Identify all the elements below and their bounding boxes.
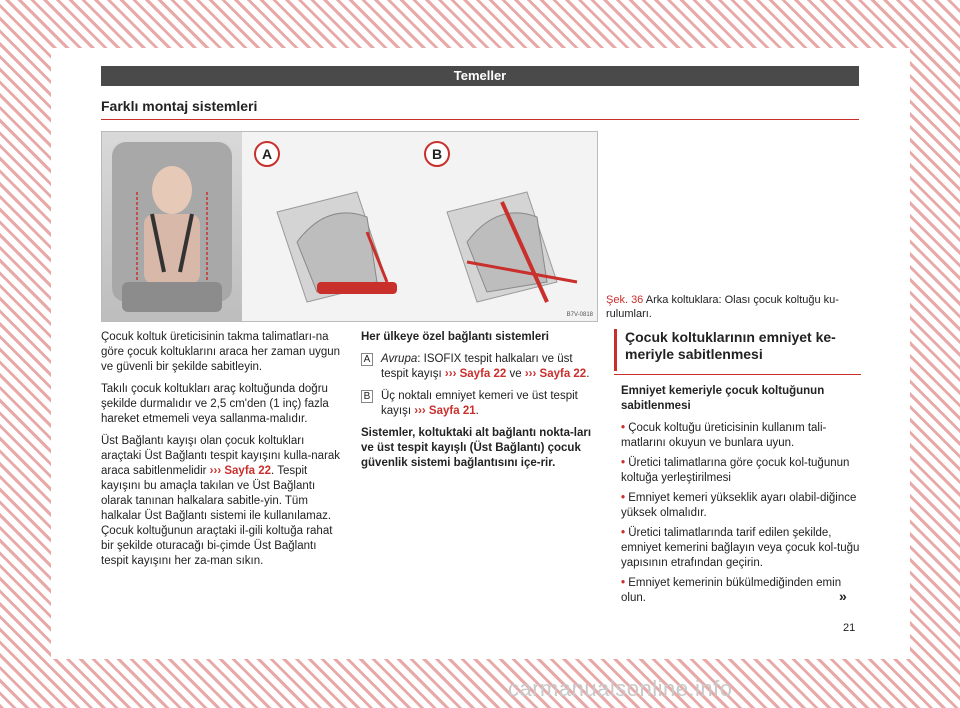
chapter-header: Temeller bbox=[101, 66, 859, 86]
figure-caption bbox=[606, 293, 861, 321]
letter-b-badge: B bbox=[361, 390, 373, 403]
info-box-title: Çocuk koltuklarının emniyet ke-meriyle sabitlenmesi bbox=[614, 329, 861, 371]
page-link[interactable]: ››› Sayfa 22 bbox=[444, 368, 507, 380]
section-title: Farklı montaj sistemleri bbox=[101, 98, 258, 114]
paragraph bbox=[101, 434, 341, 569]
title-rule bbox=[101, 119, 859, 120]
region-name: Avrupa bbox=[381, 353, 418, 365]
column-right bbox=[621, 384, 861, 611]
label-a: A bbox=[261, 146, 273, 162]
subheading: Emniyet kemeriyle çocuk koltuğunun sabitlenmesi bbox=[621, 385, 825, 412]
figure-child-seats bbox=[101, 131, 598, 322]
caption-text: Arka koltuklara: Olası çocuk koltuğu ku-rulumları. bbox=[606, 294, 839, 320]
column-middle bbox=[361, 330, 598, 478]
text: Emniyet kemeri yükseklik ayarı olabil-diğince yüksek olmalıdır. bbox=[621, 492, 857, 519]
page-link[interactable]: ››› Sayfa 22 bbox=[524, 368, 587, 380]
column-left bbox=[101, 330, 341, 576]
bullet-icon: • bbox=[621, 422, 626, 434]
bullet-icon: • bbox=[621, 457, 626, 469]
bold-paragraph: Sistemler, koltuktaki alt bağlantı nokta-ları ve üst tespit kayışlı (Üst Bağlantı) çocuk güvenlik sistemi bağlantısını içe-rir. bbox=[361, 427, 592, 469]
text: Çocuk koltuğu üreticisinin kullanım tali-matlarını okuyun ve bunlara uyun. bbox=[621, 422, 827, 449]
list-item-b: B Üç noktalı emniyet kemeri ve üst tespit kayışı ››› Sayfa 21. bbox=[361, 389, 598, 419]
continue-icon: » bbox=[839, 588, 847, 604]
page-number: 21 bbox=[843, 622, 856, 634]
caption-label: Şek. 36 bbox=[606, 294, 644, 306]
bullet-item bbox=[621, 491, 861, 521]
text: Üretici talimatlarına göre çocuk kol-tuğunun koltuğa yerleştirilmesi bbox=[621, 457, 850, 484]
text: : ISOFIX tespit halkaları ve üst tespit kayışı bbox=[381, 353, 573, 380]
text: Üç noktalı emniyet kemeri ve üst tespit kayışı bbox=[381, 390, 578, 417]
bullet-item bbox=[621, 456, 861, 486]
label-b: B bbox=[431, 146, 443, 162]
manual-page bbox=[51, 48, 910, 659]
letter-a-badge: A bbox=[361, 353, 373, 366]
bullet-item bbox=[621, 421, 861, 451]
text: Üretici talimatlarında tarif edilen şekilde, emniyet kemerini bağlayın veya çocuk kol-tuğu yapısının etrafından geçirin. bbox=[621, 527, 860, 569]
paragraph: Takılı çocuk koltukları araç koltuğunda doğru şekilde durmalıdır ve 2,5 cm'den (1 inç) fazla hareket etmemeli veya sallanma-malıdır. bbox=[101, 383, 329, 425]
bullet-item bbox=[621, 576, 861, 606]
box-rule bbox=[614, 374, 861, 375]
page-link[interactable]: ››› Sayfa 22 bbox=[209, 465, 272, 477]
watermark: carmanualsonline.info bbox=[508, 676, 733, 701]
subheading: Her ülkeye özel bağlantı sistemleri bbox=[361, 331, 549, 343]
bullet-icon: • bbox=[621, 492, 626, 504]
bullet-icon: • bbox=[621, 527, 626, 539]
bullet-item bbox=[621, 526, 861, 571]
seat-diagrams bbox=[247, 132, 597, 322]
text: Üst Bağlantı kayışı olan çocuk koltukları araçtaki Üst Bağlantı tespit kayışını kulla-narak araca sabitlenmelidir bbox=[101, 435, 341, 477]
bullet-icon: • bbox=[621, 577, 626, 589]
figure-code: B7V-0818 bbox=[566, 312, 593, 318]
text: . Tespit kayışını bu amaçla takılan ve Üst Bağlantı olarak tanınan halkalara sabitle-yin. Tüm halkalar Üst Bağlantı sistemi ile kullanılamaz. Çocuk koltuğunun araçtaki il-gili koltuğa rahat bir şekilde oturacağı bi-çimde Üst Bağlantı tespit kayışını her za-man sıkın. bbox=[101, 465, 333, 567]
list-item-a: A Avrupa: ISOFIX tespit halkaları ve üst tespit kayışı ››› Sayfa 22 ve ››› Sayfa 22. bbox=[361, 352, 598, 382]
page-link[interactable]: ››› Sayfa 21 bbox=[414, 405, 476, 417]
text: Emniyet kemerinin bükülmediğinden emin olun. bbox=[621, 577, 842, 604]
text: ve bbox=[509, 368, 522, 380]
child-seat-photo bbox=[102, 132, 242, 322]
paragraph: Çocuk koltuk üreticisinin takma talimatları-na göre çocuk koltuklarını araca her zaman uygun ve güvenli bir şekilde sabitleyin. bbox=[101, 331, 341, 373]
